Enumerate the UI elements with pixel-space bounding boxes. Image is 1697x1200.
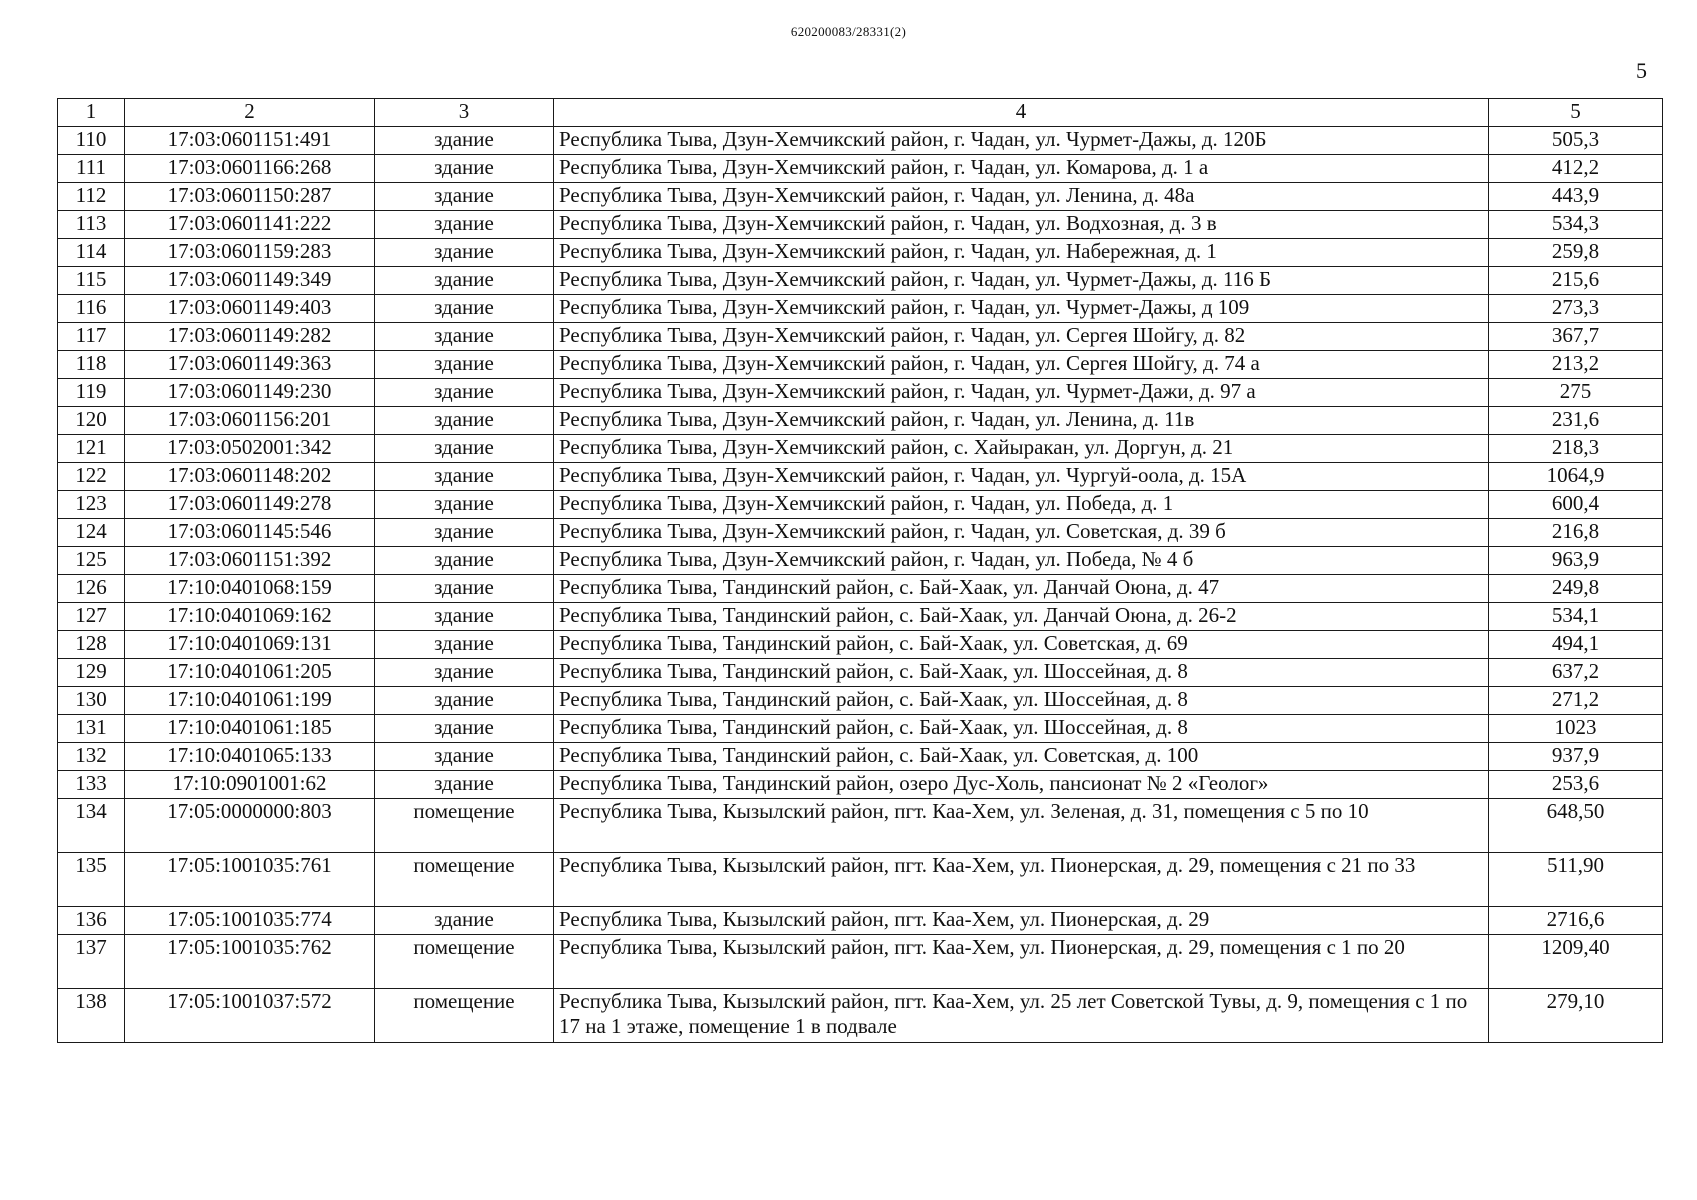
cell-number: 110 [58,127,125,155]
cell-cadastral-number: 17:03:0601148:202 [125,463,375,491]
cell-object-type: здание [375,491,554,519]
cell-number: 115 [58,267,125,295]
table-row [58,853,1663,907]
table-row [58,687,1663,715]
cell-area: 637,2 [1489,659,1663,687]
table-header [58,99,1663,127]
table-row [58,379,1663,407]
cell-address: Республика Тыва, Дзун-Хемчикский район, г. Чадан, ул. Ленина, д. 11в [554,407,1489,435]
cell-cadastral-number: 17:03:0601149:349 [125,267,375,295]
table-row [58,519,1663,547]
cell-area: 215,6 [1489,267,1663,295]
cell-address: Республика Тыва, Дзун-Хемчикский район, г. Чадан, ул. Чургуй-оола, д. 15А [554,463,1489,491]
cell-address: Республика Тыва, Дзун-Хемчикский район, г. Чадан, ул. Комарова, д. 1 а [554,155,1489,183]
table-row [58,351,1663,379]
cell-cadastral-number: 17:10:0401069:131 [125,631,375,659]
cell-object-type: здание [375,519,554,547]
cell-number: 119 [58,379,125,407]
cell-address: Республика Тыва, Дзун-Хемчикский район, г. Чадан, ул. Сергея Шойгу, д. 82 [554,323,1489,351]
table-row [58,267,1663,295]
table-row [58,491,1663,519]
table-row [58,771,1663,799]
cell-area: 534,1 [1489,603,1663,631]
cell-cadastral-number: 17:03:0601159:283 [125,239,375,267]
cell-cadastral-number: 17:10:0401069:162 [125,603,375,631]
cell-cadastral-number: 17:03:0601145:546 [125,519,375,547]
cell-number: 131 [58,715,125,743]
cell-cadastral-number: 17:03:0601149:282 [125,323,375,351]
cell-address: Республика Тыва, Тандинский район, с. Бай-Хаак, ул. Данчай Оюна, д. 47 [554,575,1489,603]
cell-object-type: помещение [375,989,554,1043]
cell-cadastral-number: 17:03:0601149:403 [125,295,375,323]
cell-number: 130 [58,687,125,715]
cell-object-type: здание [375,547,554,575]
cell-object-type: здание [375,907,554,935]
column-header-4: 4 [554,99,1489,127]
cell-area: 443,9 [1489,183,1663,211]
cell-object-type: здание [375,575,554,603]
cell-number: 121 [58,435,125,463]
table-row [58,323,1663,351]
cell-number: 127 [58,603,125,631]
cell-address: Республика Тыва, Тандинский район, озеро Дус-Холь, пансионат № 2 «Геолог» [554,771,1489,799]
cell-address: Республика Тыва, Дзун-Хемчикский район, г. Чадан, ул. Победа, № 4 б [554,547,1489,575]
cell-area: 275 [1489,379,1663,407]
cell-area: 511,90 [1489,853,1663,907]
cell-number: 133 [58,771,125,799]
table-row [58,547,1663,575]
table-row [58,435,1663,463]
cell-object-type: здание [375,379,554,407]
cell-number: 128 [58,631,125,659]
cell-cadastral-number: 17:10:0401061:185 [125,715,375,743]
table-row [58,407,1663,435]
cell-cadastral-number: 17:03:0601149:278 [125,491,375,519]
cell-area: 2716,6 [1489,907,1663,935]
table-row [58,715,1663,743]
cell-number: 126 [58,575,125,603]
cell-address: Республика Тыва, Дзун-Хемчикский район, г. Чадан, ул. Ленина, д. 48а [554,183,1489,211]
cell-cadastral-number: 17:05:0000000:803 [125,799,375,853]
cell-object-type: здание [375,407,554,435]
cell-object-type: помещение [375,853,554,907]
table-row [58,575,1663,603]
table-body [58,127,1663,1043]
cell-number: 118 [58,351,125,379]
cell-object-type: здание [375,267,554,295]
cell-area: 259,8 [1489,239,1663,267]
cell-area: 253,6 [1489,771,1663,799]
cell-area: 1209,40 [1489,935,1663,989]
cell-address: Республика Тыва, Кызылский район, пгт. Каа-Хем, ул. Пионерская, д. 29, помещения с 21 по 33 [554,853,1489,907]
cell-address: Республика Тыва, Дзун-Хемчикский район, г. Чадан, ул. Чурмет-Дажы, д. 120Б [554,127,1489,155]
cell-number: 137 [58,935,125,989]
header-row [58,99,1663,127]
cell-cadastral-number: 17:03:0601149:230 [125,379,375,407]
cell-number: 123 [58,491,125,519]
table-row [58,127,1663,155]
column-header-1: 1 [58,99,125,127]
column-header-5: 5 [1489,99,1663,127]
cell-address: Республика Тыва, Дзун-Хемчикский район, с. Хайыракан, ул. Доргун, д. 21 [554,435,1489,463]
cell-address: Республика Тыва, Дзун-Хемчикский район, г. Чадан, ул. Победа, д. 1 [554,491,1489,519]
column-header-3: 3 [375,99,554,127]
cell-area: 648,50 [1489,799,1663,853]
cell-address: Республика Тыва, Дзун-Хемчикский район, г. Чадан, ул. Чурмет-Дажы, д 109 [554,295,1489,323]
property-table [57,98,1663,1043]
cell-object-type: здание [375,743,554,771]
cell-object-type: здание [375,239,554,267]
cell-object-type: здание [375,603,554,631]
cell-number: 122 [58,463,125,491]
cell-object-type: здание [375,463,554,491]
cell-address: Республика Тыва, Дзун-Хемчикский район, г. Чадан, ул. Водхозная, д. 3 в [554,211,1489,239]
cell-area: 273,3 [1489,295,1663,323]
cell-object-type: здание [375,771,554,799]
cell-area: 937,9 [1489,743,1663,771]
table-row [58,631,1663,659]
page-number: 5 [1636,58,1647,83]
cell-object-type: здание [375,183,554,211]
cell-number: 125 [58,547,125,575]
cell-object-type: здание [375,687,554,715]
table-row [58,463,1663,491]
cell-area: 505,3 [1489,127,1663,155]
cell-cadastral-number: 17:10:0401061:199 [125,687,375,715]
cell-object-type: помещение [375,935,554,989]
cell-address: Республика Тыва, Кызылский район, пгт. Каа-Хем, ул. Пионерская, д. 29 [554,907,1489,935]
cell-address: Республика Тыва, Тандинский район, с. Бай-Хаак, ул. Данчай Оюна, д. 26-2 [554,603,1489,631]
cell-number: 129 [58,659,125,687]
table-row [58,211,1663,239]
cell-number: 136 [58,907,125,935]
cell-address: Республика Тыва, Кызылский район, пгт. Каа-Хем, ул. 25 лет Советской Тувы, д. 9, помещения с 1 по 17 на 1 этаже, помещение 1 в подвале [554,989,1489,1043]
cell-object-type: здание [375,127,554,155]
table-row [58,183,1663,211]
cell-number: 135 [58,853,125,907]
cell-area: 213,2 [1489,351,1663,379]
cell-address: Республика Тыва, Кызылский район, пгт. Каа-Хем, ул. Зеленая, д. 31, помещения с 5 по 10 [554,799,1489,853]
cell-cadastral-number: 17:03:0601141:222 [125,211,375,239]
cell-area: 231,6 [1489,407,1663,435]
cell-cadastral-number: 17:03:0502001:342 [125,435,375,463]
cell-area: 494,1 [1489,631,1663,659]
cell-cadastral-number: 17:05:1001037:572 [125,989,375,1043]
cell-object-type: здание [375,351,554,379]
cell-area: 412,2 [1489,155,1663,183]
cell-number: 120 [58,407,125,435]
cell-object-type: здание [375,435,554,463]
cell-address: Республика Тыва, Тандинский район, с. Бай-Хаак, ул. Шоссейная, д. 8 [554,659,1489,687]
cell-area: 963,9 [1489,547,1663,575]
cell-cadastral-number: 17:10:0401068:159 [125,575,375,603]
cell-address: Республика Тыва, Тандинский район, с. Бай-Хаак, ул. Шоссейная, д. 8 [554,715,1489,743]
table-row [58,603,1663,631]
cell-number: 113 [58,211,125,239]
cell-area: 216,8 [1489,519,1663,547]
cell-address: Республика Тыва, Дзун-Хемчикский район, г. Чадан, ул. Набережная, д. 1 [554,239,1489,267]
cell-cadastral-number: 17:05:1001035:761 [125,853,375,907]
cell-address: Республика Тыва, Тандинский район, с. Бай-Хаак, ул. Советская, д. 69 [554,631,1489,659]
cell-cadastral-number: 17:10:0401061:205 [125,659,375,687]
table-row [58,743,1663,771]
cell-address: Республика Тыва, Тандинский район, с. Бай-Хаак, ул. Шоссейная, д. 8 [554,687,1489,715]
cell-area: 1064,9 [1489,463,1663,491]
cell-number: 134 [58,799,125,853]
cell-number: 116 [58,295,125,323]
cell-number: 117 [58,323,125,351]
cell-number: 132 [58,743,125,771]
cell-cadastral-number: 17:05:1001035:774 [125,907,375,935]
cell-number: 138 [58,989,125,1043]
cell-object-type: здание [375,323,554,351]
table-row [58,935,1663,989]
table-row [58,989,1663,1043]
cell-area: 1023 [1489,715,1663,743]
table-row [58,295,1663,323]
cell-address: Республика Тыва, Дзун-Хемчикский район, г. Чадан, ул. Сергея Шойгу, д. 74 а [554,351,1489,379]
cell-area: 271,2 [1489,687,1663,715]
cell-area: 367,7 [1489,323,1663,351]
cell-object-type: здание [375,631,554,659]
column-header-2: 2 [125,99,375,127]
cell-cadastral-number: 17:03:0601149:363 [125,351,375,379]
cell-address: Республика Тыва, Кызылский район, пгт. Каа-Хем, ул. Пионерская, д. 29, помещения с 1 по 20 [554,935,1489,989]
cell-address: Республика Тыва, Дзун-Хемчикский район, г. Чадан, ул. Чурмет-Дажы, д. 116 Б [554,267,1489,295]
cell-cadastral-number: 17:03:0601156:201 [125,407,375,435]
cell-cadastral-number: 17:03:0601166:268 [125,155,375,183]
cell-area: 249,8 [1489,575,1663,603]
cell-cadastral-number: 17:10:0901001:62 [125,771,375,799]
table-row [58,155,1663,183]
cell-number: 124 [58,519,125,547]
document-id: 620200083/28331(2) [790,24,907,39]
cell-object-type: здание [375,295,554,323]
cell-object-type: здание [375,715,554,743]
table-row [58,659,1663,687]
table-row [58,907,1663,935]
cell-cadastral-number: 17:03:0601151:392 [125,547,375,575]
cell-number: 111 [58,155,125,183]
table-row [58,239,1663,267]
cell-number: 112 [58,183,125,211]
cell-address: Республика Тыва, Дзун-Хемчикский район, г. Чадан, ул. Советская, д. 39 б [554,519,1489,547]
cell-object-type: здание [375,211,554,239]
cell-area: 534,3 [1489,211,1663,239]
cell-cadastral-number: 17:05:1001035:762 [125,935,375,989]
cell-area: 600,4 [1489,491,1663,519]
cell-object-type: помещение [375,799,554,853]
cell-address: Республика Тыва, Тандинский район, с. Бай-Хаак, ул. Советская, д. 100 [554,743,1489,771]
cell-cadastral-number: 17:10:0401065:133 [125,743,375,771]
cell-area: 218,3 [1489,435,1663,463]
cell-cadastral-number: 17:03:0601151:491 [125,127,375,155]
cell-object-type: здание [375,155,554,183]
cell-object-type: здание [375,659,554,687]
table-row [58,799,1663,853]
cell-area: 279,10 [1489,989,1663,1043]
cell-number: 114 [58,239,125,267]
cell-address: Республика Тыва, Дзун-Хемчикский район, г. Чадан, ул. Чурмет-Дажи, д. 97 а [554,379,1489,407]
cell-cadastral-number: 17:03:0601150:287 [125,183,375,211]
